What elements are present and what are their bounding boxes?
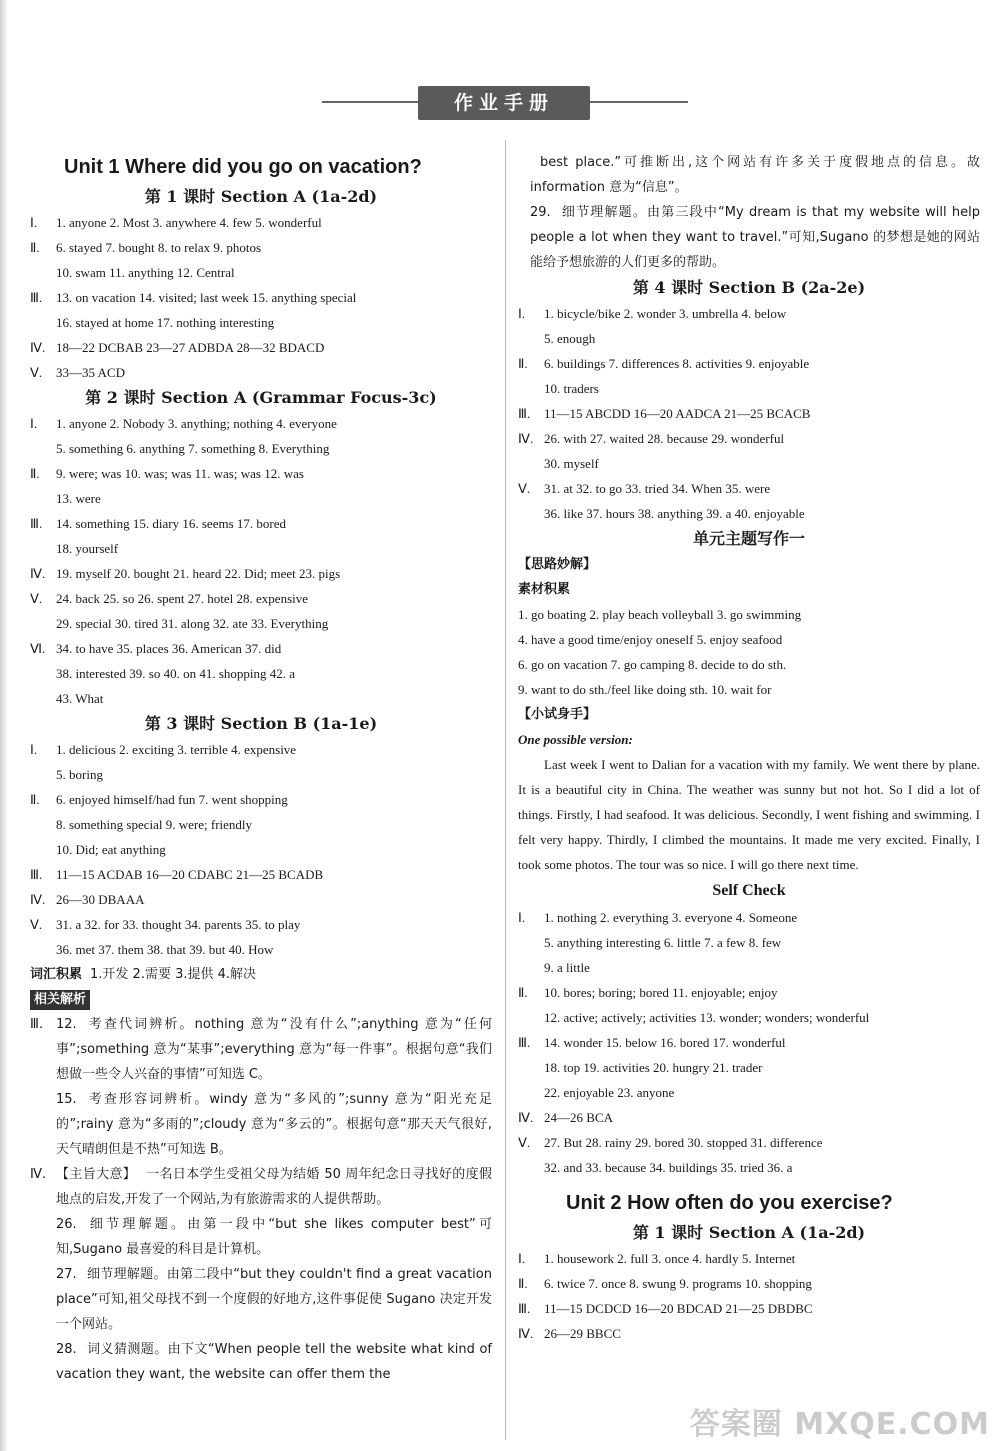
analysis-item xyxy=(30,1262,492,1337)
question-number: 【主旨大意】 xyxy=(56,1167,137,1182)
section-numeral xyxy=(518,1155,544,1180)
section-numeral: Ⅳ. xyxy=(30,566,46,581)
answer-row xyxy=(518,1155,980,1180)
answer-text: 10. Did; eat anything xyxy=(56,842,166,857)
section-numeral: Ⅰ. xyxy=(30,416,38,431)
section-numeral: Ⅱ. xyxy=(518,1276,528,1291)
watermark: 答案圈 MXQE.COM xyxy=(689,1407,990,1442)
answer-text: 29. special 30. tired 31. along 32. ate 33. Everything xyxy=(56,616,329,631)
answer-row xyxy=(30,436,492,461)
header-rule-right xyxy=(590,101,688,103)
answer-row xyxy=(30,360,492,385)
section-numeral xyxy=(30,1262,56,1337)
section-numeral xyxy=(30,536,56,561)
section-numeral xyxy=(30,937,56,962)
section-numeral: Ⅲ. xyxy=(30,516,43,531)
lesson-title: 第 1 课时 Section A (1a-2d) xyxy=(144,187,378,206)
answer-row xyxy=(518,1246,980,1271)
section-numeral: Ⅱ. xyxy=(30,466,40,481)
answer-row xyxy=(518,1321,980,1346)
answer-row xyxy=(518,1105,980,1130)
section-numeral: Ⅳ. xyxy=(518,431,534,446)
section-numeral: Ⅰ. xyxy=(30,742,38,757)
analysis-label: 相关解析 xyxy=(30,990,90,1010)
section-numeral: Ⅱ. xyxy=(518,356,528,371)
section-numeral: Ⅳ. xyxy=(518,1326,534,1341)
self-check-answers xyxy=(518,905,980,1180)
answer-row xyxy=(30,762,492,787)
answer-text: 24—26 BCA xyxy=(544,1110,613,1125)
sample-essay: Last week I went to Dalian for a vacation with my family. We went there by plane. It is a beautiful city in China. The weather was sunny but not hot. So I did a lot of things. Firstly, I had seafood. It was delicious. Secondly, I went fishing and swimming. I felt very happy. Thirdly, I climbed the mountains. It made me very excited. Finally, I took some photos. The tour was so nice. I will go there next time. xyxy=(518,757,980,872)
analysis-text: 考查代词辨析。nothing 意为“没有什么”;anything 意为“任何事”;something 意为“某事”;everything 意为“每一件事”。根据句意“我们想做一些令人兴奋的事情”可知选 C。 xyxy=(56,1017,492,1082)
answer-text: 36. met 37. them 38. that 39. but 40. How xyxy=(56,942,274,957)
answer-text: 26—29 BBCC xyxy=(544,1326,621,1341)
section-numeral: Ⅰ. xyxy=(30,215,38,230)
section-numeral: Ⅳ. xyxy=(30,1167,47,1182)
section-numeral: Ⅴ. xyxy=(30,591,43,606)
question-number: 15. xyxy=(56,1092,77,1107)
answer-row xyxy=(518,1030,980,1055)
answer-row xyxy=(30,561,492,586)
analysis-item xyxy=(30,1162,492,1212)
section-numeral: Ⅳ. xyxy=(518,1110,534,1125)
page-header-banner: 作业手册 xyxy=(418,86,590,120)
analysis-item xyxy=(30,1337,492,1387)
answer-text: 31. a 32. for 33. thought 34. parents 35. to play xyxy=(56,917,301,932)
section-numeral: Ⅰ. xyxy=(518,910,526,925)
answer-row xyxy=(30,661,492,686)
analysis-body xyxy=(56,1262,492,1337)
answer-text: 6. enjoyed himself/had fun 7. went shopping xyxy=(56,792,288,807)
section-numeral xyxy=(518,451,544,476)
header-rule-left xyxy=(322,101,418,103)
section-numeral xyxy=(30,260,56,285)
try-label: 【小试身手】 xyxy=(518,707,597,722)
material-item: 4. have a good time/enjoy oneself 5. enjoy seafood xyxy=(518,632,783,647)
answer-row xyxy=(30,686,492,711)
material-list xyxy=(518,602,980,702)
section-numeral: Ⅲ. xyxy=(518,406,531,421)
section-numeral xyxy=(30,310,56,335)
answer-row xyxy=(518,351,980,376)
section-numeral: Ⅲ. xyxy=(30,867,43,882)
section-numeral: Ⅱ. xyxy=(30,240,40,255)
answer-row xyxy=(518,326,980,351)
question-number: 12. xyxy=(56,1017,77,1032)
page-edge-shadow xyxy=(0,0,8,1451)
answer-text: 1. bicycle/bike 2. wonder 3. umbrella 4. below xyxy=(544,306,787,321)
section-numeral: Ⅴ. xyxy=(518,481,531,496)
section-numeral: Ⅲ. xyxy=(30,290,43,305)
answer-text: 5. anything interesting 6. little 7. a few 8. few xyxy=(544,935,782,950)
lesson-title: 第 3 课时 Section B (1a-1e) xyxy=(144,714,378,733)
answer-text: 1. anyone 2. Nobody 3. anything; nothing 4. everyone xyxy=(56,416,337,431)
analysis-list xyxy=(30,1012,492,1387)
unit2-lesson1-answers xyxy=(518,1246,980,1346)
answer-row xyxy=(30,862,492,887)
column-divider xyxy=(505,140,506,1440)
left-column xyxy=(30,150,492,1387)
answer-text: 13. on vacation 14. visited; last week 15. anything special xyxy=(56,290,357,305)
answer-row xyxy=(518,451,980,476)
answer-row xyxy=(518,955,980,980)
answer-text: 18. yourself xyxy=(56,541,119,556)
answer-text: 6. buildings 7. differences 8. activities 9. enjoyable xyxy=(544,356,810,371)
answer-row xyxy=(30,511,492,536)
section-numeral xyxy=(30,812,56,837)
analysis-text: best place.”可推断出,这个网站有许多关于度假地点的信息。故 information 意为“信息”。 xyxy=(530,155,980,195)
analysis-text: 细节理解题。由第三段中“My dream is that my website will help people a lot when they want to travel.”可知,Sugano 的梦想是她的网站能给予想旅游的人们更多的帮助。 xyxy=(530,205,980,270)
analysis-text: 一名日本学生受祖父母为结婚 50 周年纪念日寻找好的度假地点的启发,开发了一个网站,为有旅游需求的人提供帮助。 xyxy=(56,1167,492,1207)
section-numeral xyxy=(30,486,56,511)
material-item: 6. go on vacation 7. go camping 8. decide to do sth. xyxy=(518,657,787,672)
right-column xyxy=(518,150,980,1346)
section-numeral xyxy=(518,1080,544,1105)
answer-row xyxy=(30,235,492,260)
analysis-continued xyxy=(518,150,980,275)
section-numeral xyxy=(30,611,56,636)
answer-text: 1. delicious 2. exciting 3. terrible 4. expensive xyxy=(56,742,297,757)
lesson-title: 第 1 课时 Section A (1a-2d) xyxy=(632,1223,866,1242)
section-numeral: Ⅳ. xyxy=(30,892,46,907)
answer-text: 24. back 25. so 26. spent 27. hotel 28. expensive xyxy=(56,591,309,606)
answer-row xyxy=(518,376,980,401)
answer-row xyxy=(30,486,492,511)
answer-text: 36. like 37. hours 38. anything 39. a 40. enjoyable xyxy=(544,506,805,521)
answer-row xyxy=(30,887,492,912)
analysis-body xyxy=(56,1012,492,1087)
unit2-title: Unit 2 How often do you exercise? xyxy=(566,1192,893,1214)
answer-text: 10. bores; boring; bored 11. enjoyable; enjoy xyxy=(544,985,778,1000)
answer-row xyxy=(518,1005,980,1030)
answer-text: 8. something special 9. were; friendly xyxy=(56,817,253,832)
section-numeral: Ⅲ. xyxy=(30,1017,44,1032)
writing-title: 单元主题写作一 xyxy=(692,529,805,548)
answer-text: 6. twice 7. once 8. swung 9. programs 10. shopping xyxy=(544,1276,812,1291)
answer-text: 9. were; was 10. was; was 11. was; was 12. was xyxy=(56,466,304,481)
section-numeral xyxy=(518,930,544,955)
question-number: 26. xyxy=(56,1217,77,1232)
answer-text: 22. enjoyable 23. anyone xyxy=(544,1085,675,1100)
answer-row xyxy=(518,1296,980,1321)
analysis-body xyxy=(56,1212,492,1262)
section-numeral xyxy=(30,686,56,711)
answer-row xyxy=(518,1055,980,1080)
section-numeral xyxy=(518,1055,544,1080)
analysis-item xyxy=(30,1087,492,1162)
answer-row xyxy=(518,905,980,930)
section-numeral: Ⅴ. xyxy=(518,1135,531,1150)
answer-text: 16. stayed at home 17. nothing interesting xyxy=(56,315,275,330)
answer-text: 5. boring xyxy=(56,767,103,782)
section-numeral: Ⅴ. xyxy=(30,365,43,380)
self-check-title: Self Check xyxy=(712,882,786,899)
section-numeral: Ⅴ. xyxy=(30,917,43,932)
answer-row xyxy=(518,476,980,501)
answer-text: 38. interested 39. so 40. on 41. shopping 42. a xyxy=(56,666,296,681)
answer-row xyxy=(30,611,492,636)
answer-text: 6. stayed 7. bought 8. to relax 9. photos xyxy=(56,240,262,255)
analysis-body xyxy=(518,200,980,275)
answer-text: 11—15 ABCDD 16—20 AADCA 21—25 BCACB xyxy=(544,406,811,421)
answer-text: 1. anyone 2. Most 3. anywhere 4. few 5. wonderful xyxy=(56,215,322,230)
section-numeral xyxy=(518,1005,544,1030)
section-numeral: Ⅲ. xyxy=(518,1035,531,1050)
analysis-body xyxy=(56,1162,492,1212)
answer-text: 5. something 6. anything 7. something 8. Everything xyxy=(56,441,330,456)
section-numeral xyxy=(518,501,544,526)
section-numeral: Ⅰ. xyxy=(518,1251,526,1266)
material-label: 素材积累 xyxy=(518,582,571,597)
vocab-label: 词汇积累 xyxy=(30,967,83,982)
answer-row xyxy=(30,912,492,937)
answer-row xyxy=(518,426,980,451)
unit-title: Unit 1 Where did you go on vacation? xyxy=(64,156,422,178)
answer-row xyxy=(30,586,492,611)
answer-row xyxy=(30,636,492,661)
answer-row xyxy=(518,1080,980,1105)
material-item: 9. want to do sth./feel like doing sth. 10. wait for xyxy=(518,682,772,697)
answer-row xyxy=(518,301,980,326)
lesson2-answers xyxy=(30,411,492,711)
lesson1-answers xyxy=(30,210,492,385)
answer-row xyxy=(30,285,492,310)
answer-text: 18. top 19. activities 20. hungry 21. trader xyxy=(544,1060,763,1075)
answer-row xyxy=(518,401,980,426)
answer-row xyxy=(30,411,492,436)
section-numeral xyxy=(518,326,544,351)
section-numeral: Ⅰ. xyxy=(518,306,526,321)
answer-text: 1. nothing 2. everything 3. everyone 4. Someone xyxy=(544,910,798,925)
answer-text: 26—30 DBAAA xyxy=(56,892,145,907)
answer-row xyxy=(30,310,492,335)
question-number: 29. xyxy=(530,205,551,220)
section-numeral xyxy=(518,955,544,980)
answer-row xyxy=(30,260,492,285)
section-numeral xyxy=(518,376,544,401)
answer-row xyxy=(518,501,980,526)
answer-row xyxy=(30,737,492,762)
analysis-body xyxy=(56,1337,492,1387)
answer-row xyxy=(518,1130,980,1155)
section-numeral: Ⅳ. xyxy=(30,340,46,355)
answer-row xyxy=(30,335,492,360)
answer-text: 1. housework 2. full 3. once 4. hardly 5. Internet xyxy=(544,1251,796,1266)
answer-text: 9. a little xyxy=(544,960,590,975)
answer-text: 10. traders xyxy=(544,381,599,396)
answer-row xyxy=(30,812,492,837)
analysis-item xyxy=(518,200,980,275)
section-numeral xyxy=(30,1212,56,1262)
answer-text: 27. But 28. rainy 29. bored 30. stopped 31. difference xyxy=(544,1135,823,1150)
analysis-item xyxy=(30,1212,492,1262)
answer-text: 14. wonder 15. below 16. bored 17. wonderful xyxy=(544,1035,786,1050)
answer-text: 33—35 ACD xyxy=(56,365,125,380)
answer-text: 14. something 15. diary 16. seems 17. bored xyxy=(56,516,286,531)
answer-text: 26. with 27. waited 28. because 29. wonderful xyxy=(544,431,785,446)
lesson-title: 第 2 课时 Section A (Grammar Focus-3c) xyxy=(85,388,437,407)
answer-row xyxy=(30,536,492,561)
analysis-item xyxy=(518,150,980,200)
answer-row xyxy=(518,930,980,955)
section-numeral: Ⅱ. xyxy=(30,792,40,807)
answer-row xyxy=(30,837,492,862)
analysis-body xyxy=(56,1087,492,1162)
section-numeral xyxy=(30,436,56,461)
answer-row xyxy=(30,210,492,235)
section-numeral: Ⅱ. xyxy=(518,985,528,1000)
lesson4-answers xyxy=(518,301,980,526)
vocab-accumulation xyxy=(30,962,492,987)
analysis-text: 词义猜测题。由下文“When people tell the website what kind of vacation they want, the website can offer them the xyxy=(56,1342,492,1382)
answer-text: 43. What xyxy=(56,691,104,706)
analysis-text: 细节理解题。由第一段中“but she likes computer best”可知,Sugano 最喜爱的科目是计算机。 xyxy=(56,1217,492,1257)
analysis-text: 考查形容词辨析。windy 意为“多风的”;sunny 意为“阳光充足的”;rainy 意为“多雨的”;cloudy 意为“多云的”。根据句意“那天天气很好,天气晴朗但是不热”可知选 B。 xyxy=(56,1092,492,1157)
answer-text: 30. myself xyxy=(544,456,599,471)
tips-label: 【思路妙解】 xyxy=(518,557,597,572)
section-numeral xyxy=(30,1087,56,1162)
answer-text: 32. and 33. because 34. buildings 35. tried 36. a xyxy=(544,1160,793,1175)
answer-text: 11—15 ACDAB 16—20 CDABC 21—25 BCADB xyxy=(56,867,324,882)
section-numeral xyxy=(30,661,56,686)
question-number: 28. xyxy=(56,1342,77,1357)
analysis-body xyxy=(518,150,980,200)
question-number: 27. xyxy=(56,1267,77,1282)
analysis-text: 细节理解题。由第二段中“but they couldn't find a great vacation place”可知,祖父母找不到一个度假的好地方,这件事促使 Sugano 决定开发一个网站。 xyxy=(56,1267,492,1332)
material-item: 1. go boating 2. play beach volleyball 3. go swimming xyxy=(518,607,802,622)
answer-row xyxy=(30,787,492,812)
answer-text: 18—22 DCBAB 23—27 ADBDA 28—32 BDACD xyxy=(56,340,325,355)
answer-text: 34. to have 35. places 36. American 37. did xyxy=(56,641,282,656)
section-numeral xyxy=(30,1337,56,1387)
answer-text: 12. active; actively; activities 13. wonder; wonders; wonderful xyxy=(544,1010,870,1025)
answer-text: 11—15 DCDCD 16—20 BDCAD 21—25 DBDBC xyxy=(544,1301,813,1316)
answer-row xyxy=(30,461,492,486)
answer-row xyxy=(518,1271,980,1296)
answer-text: 10. swam 11. anything 12. Central xyxy=(56,265,235,280)
version-label: One possible version: xyxy=(518,732,633,747)
lesson3-answers xyxy=(30,737,492,962)
section-numeral xyxy=(30,762,56,787)
answer-text: 31. at 32. to go 33. tried 34. When 35. were xyxy=(544,481,771,496)
answer-row xyxy=(30,937,492,962)
lesson-title: 第 4 课时 Section B (2a-2e) xyxy=(632,278,866,297)
answer-text: 19. myself 20. bought 21. heard 22. Did; meet 23. pigs xyxy=(56,566,341,581)
answer-row xyxy=(518,980,980,1005)
vocab-text: 1.开发 2.需要 3.提供 4.解决 xyxy=(90,967,257,982)
section-numeral xyxy=(30,837,56,862)
answer-text: 13. were xyxy=(56,491,101,506)
analysis-item xyxy=(30,1012,492,1087)
section-numeral: Ⅵ. xyxy=(30,641,46,656)
answer-text: 5. enough xyxy=(544,331,596,346)
section-numeral: Ⅲ. xyxy=(518,1301,531,1316)
